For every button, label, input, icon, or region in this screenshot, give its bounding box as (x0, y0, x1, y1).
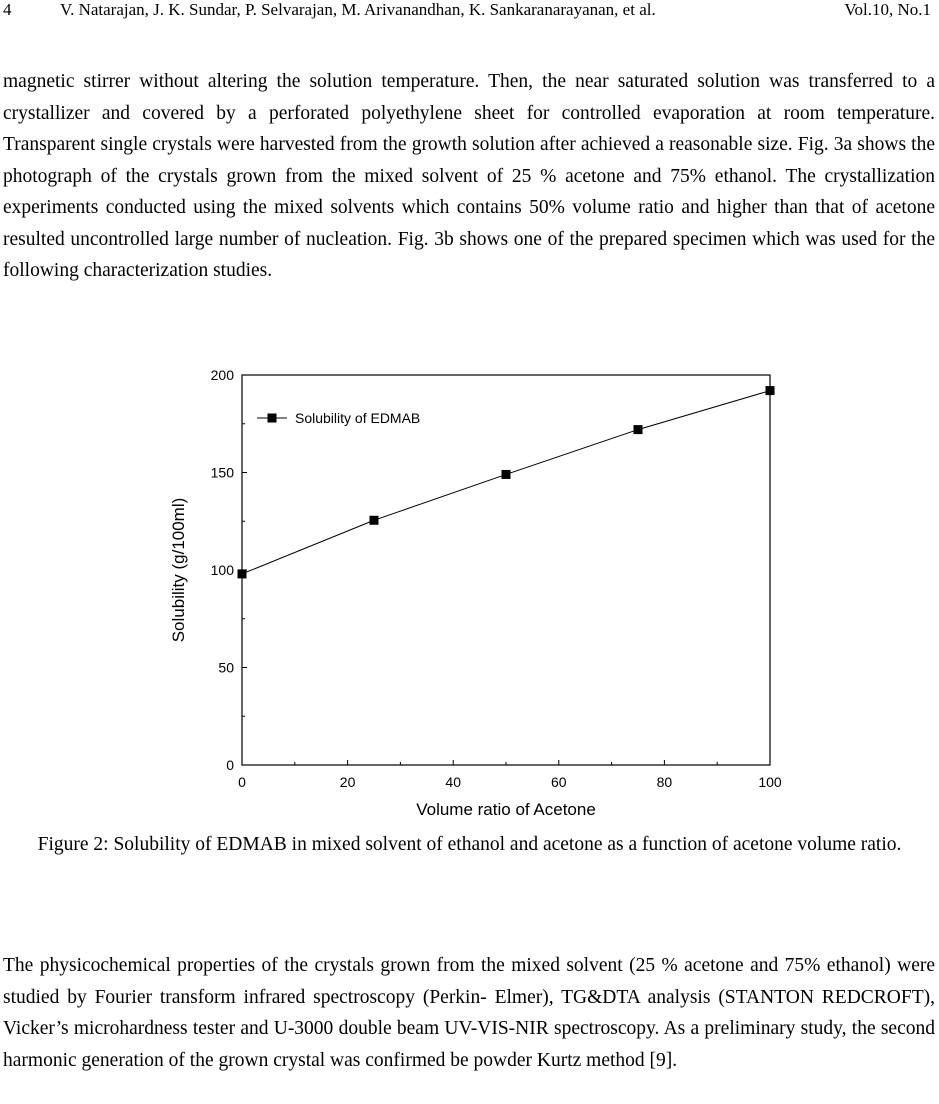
running-header (0, 0, 939, 24)
y-tick-label: 150 (210, 464, 234, 481)
y-tick-label: 100 (210, 562, 234, 578)
x-tick-label: 100 (758, 774, 782, 790)
x-tick-label: 20 (339, 774, 356, 790)
x-tick-label: 40 (445, 774, 461, 790)
header-volume: Vol.10, No.1 (844, 0, 931, 19)
page-number: 4 (3, 0, 12, 19)
y-tick-label: 50 (218, 659, 234, 676)
header-authors: V. Natarajan, J. K. Sundar, P. Selvarajan, M. Arivanandhan, K. Sankaranarayanan, et al. (60, 0, 656, 19)
data-point (634, 425, 643, 434)
data-point (238, 569, 247, 578)
data-point (502, 470, 511, 479)
data-point (766, 386, 775, 395)
body-paragraph-1: magnetic stirrer without altering the solution temperature. Then, the near saturated solution was transferred to a crystallizer and covered by a perforated polyethylene sheet for controlled evaporation at room temperature. Transparent single crystals were harvested from the growth solution after achieved a reasonable size. Fig. 3a shows the photograph of the crystals grown from the mixed solvent of 25 % acetone and 75% ethanol. The crystallization experiments conducted using the mixed solvents which contains 50% volume ratio and higher than that of acetone resulted uncontrolled large number of nucleation. Fig. 3b shows one of the prepared specimen which was used for the following characterization studies. (3, 71, 935, 281)
solubility-chart (155, 360, 795, 830)
solubility-figure (155, 360, 795, 830)
legend-label: Solubility of EDMAB (295, 410, 421, 426)
figure-caption: Figure 2: Solubility of EDMAB in mixed solvent of ethanol and acetone as a function of acetone volume ratio. (37, 834, 902, 855)
y-tick-label: 200 (210, 367, 234, 383)
legend-marker (268, 414, 277, 423)
y-axis-label: Solubility (g/100ml) (169, 497, 188, 643)
plot-frame (242, 375, 770, 765)
body-paragraph-2: The physicochemical properties of the crystals grown from the mixed solvent (25 % acetone and 75% ethanol) were studied by Fourier transform infrared spectroscopy (Perkin- Elmer), TG&DTA analysis (STANTON REDCROFT), Vicker’s microhardness tester and U-3000 double beam UV-VIS-NIR spectroscopy. As a preliminary study, the second harmonic generation of the grown crystal was confirmed be powder Kurtz method [9]. (3, 955, 935, 1071)
x-axis-label: Volume ratio of Acetone (416, 800, 596, 819)
x-tick-label: 0 (238, 774, 246, 790)
data-point (370, 516, 379, 525)
x-tick-label: 80 (656, 774, 673, 790)
y-tick-label: 0 (226, 757, 234, 773)
x-tick-label: 60 (551, 774, 567, 790)
